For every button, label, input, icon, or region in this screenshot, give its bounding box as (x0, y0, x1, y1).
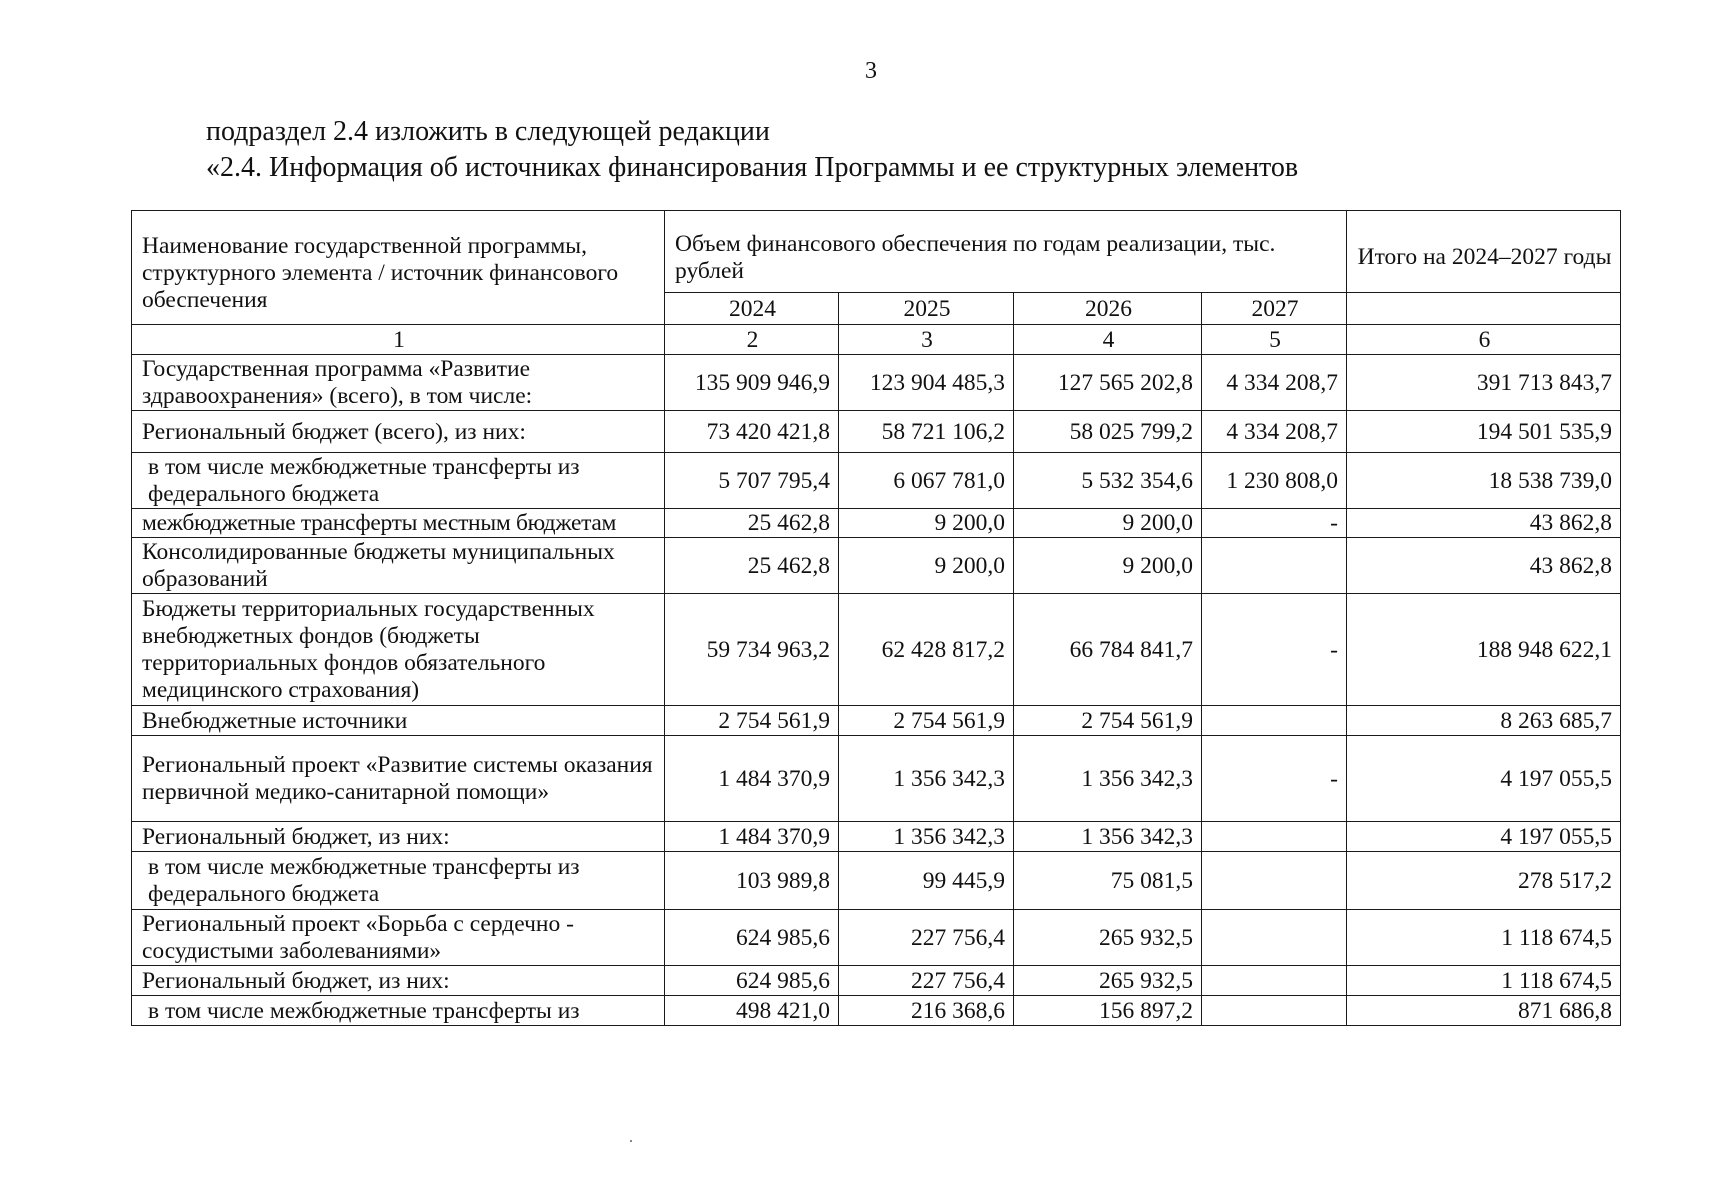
cell-2024: 1 484 370,9 (665, 822, 839, 852)
header-year-2027: 2027 (1202, 293, 1347, 325)
col-number: 3 (839, 325, 1014, 355)
row-name: в том числе межбюджетные трансферты из (132, 996, 665, 1026)
table-row (132, 852, 1621, 910)
row-name: Консолидированные бюджеты муниципальных образований (132, 538, 665, 594)
cell-2026: 75 081,5 (1014, 852, 1202, 910)
cell-2025: 1 356 342,3 (839, 736, 1014, 822)
table-row (132, 538, 1621, 594)
cell-total: 43 862,8 (1347, 509, 1621, 538)
table-row (132, 509, 1621, 538)
cell-2027 (1202, 852, 1347, 910)
cell-2026: 156 897,2 (1014, 996, 1202, 1026)
table-row (132, 910, 1621, 966)
cell-2025: 227 756,4 (839, 910, 1014, 966)
row-name: Внебюджетные источники (132, 706, 665, 736)
cell-2026: 5 532 354,6 (1014, 453, 1202, 509)
cell-2026: 265 932,5 (1014, 966, 1202, 996)
cell-2026: 127 565 202,8 (1014, 355, 1202, 411)
cell-2024: 135 909 946,9 (665, 355, 839, 411)
col-number: 2 (665, 325, 839, 355)
col-number: 5 (1202, 325, 1347, 355)
table-row (132, 966, 1621, 996)
cell-2025: 2 754 561,9 (839, 706, 1014, 736)
cell-2025: 123 904 485,3 (839, 355, 1014, 411)
cell-2024: 25 462,8 (665, 538, 839, 594)
cell-total: 194 501 535,9 (1347, 411, 1621, 453)
cell-2025: 58 721 106,2 (839, 411, 1014, 453)
cell-total: 8 263 685,7 (1347, 706, 1621, 736)
header-year-2024: 2024 (665, 293, 839, 325)
cell-total: 43 862,8 (1347, 538, 1621, 594)
cell-2024: 624 985,6 (665, 910, 839, 966)
cell-2025: 227 756,4 (839, 966, 1014, 996)
col-number: 6 (1347, 325, 1621, 355)
cell-2025: 99 445,9 (839, 852, 1014, 910)
cell-2024: 59 734 963,2 (665, 594, 839, 706)
cell-2026: 9 200,0 (1014, 509, 1202, 538)
table-row (132, 411, 1621, 453)
table-row (132, 996, 1621, 1026)
cell-2025: 62 428 817,2 (839, 594, 1014, 706)
cell-total: 278 517,2 (1347, 852, 1621, 910)
cell-2027 (1202, 996, 1347, 1026)
cell-2026: 1 356 342,3 (1014, 822, 1202, 852)
cell-2026: 1 356 342,3 (1014, 736, 1202, 822)
scan-speck (630, 1140, 632, 1142)
table-row (132, 594, 1621, 706)
cell-2027: 4 334 208,7 (1202, 355, 1347, 411)
row-name: Региональный бюджет, из них: (132, 966, 665, 996)
header-total-cell: Итого на 2024–2027 годы (1347, 211, 1621, 293)
cell-2027: - (1202, 509, 1347, 538)
intro-text (206, 114, 1298, 186)
cell-2024: 1 484 370,9 (665, 736, 839, 822)
cell-2027 (1202, 966, 1347, 996)
financing-table (131, 210, 1621, 1026)
row-name: межбюджетные трансферты местным бюджетам (132, 509, 665, 538)
cell-2026: 58 025 799,2 (1014, 411, 1202, 453)
cell-2024: 5 707 795,4 (665, 453, 839, 509)
cell-2027 (1202, 822, 1347, 852)
cell-2024: 73 420 421,8 (665, 411, 839, 453)
cell-2026: 265 932,5 (1014, 910, 1202, 966)
cell-2025: 6 067 781,0 (839, 453, 1014, 509)
header-year-2026: 2026 (1014, 293, 1202, 325)
intro-line-1: подраздел 2.4 изложить в следующей редакции (206, 116, 770, 147)
cell-total: 391 713 843,7 (1347, 355, 1621, 411)
col-number: 4 (1014, 325, 1202, 355)
cell-total: 188 948 622,1 (1347, 594, 1621, 706)
table-row (132, 706, 1621, 736)
header-name-cell: Наименование государственной программы, структурного элемента / источник финансового обеспечения (132, 211, 665, 325)
row-name: Региональный бюджет, из них: (132, 822, 665, 852)
row-name: Региональный бюджет (всего), из них: (132, 411, 665, 453)
cell-2026: 2 754 561,9 (1014, 706, 1202, 736)
cell-total: 1 118 674,5 (1347, 966, 1621, 996)
cell-total: 4 197 055,5 (1347, 736, 1621, 822)
row-name: Бюджеты территориальных государственных внебюджетных фондов (бюджеты территориальных фондов обязательного медицинского страхования) (132, 594, 665, 706)
row-name: в том числе межбюджетные трансферты из федерального бюджета (132, 852, 665, 910)
header-year-2025: 2025 (839, 293, 1014, 325)
table-row (132, 355, 1621, 411)
table-row (132, 736, 1621, 822)
cell-total: 1 118 674,5 (1347, 910, 1621, 966)
cell-2025: 1 356 342,3 (839, 822, 1014, 852)
cell-2027: 1 230 808,0 (1202, 453, 1347, 509)
table-row (132, 822, 1621, 852)
row-name: Региональный проект «Развитие системы оказания первичной медико-санитарной помощи» (132, 736, 665, 822)
row-name: Государственная программа «Развитие здравоохранения» (всего), в том числе: (132, 355, 665, 411)
cell-2027: - (1202, 594, 1347, 706)
cell-2026: 9 200,0 (1014, 538, 1202, 594)
cell-2024: 624 985,6 (665, 966, 839, 996)
cell-2027 (1202, 910, 1347, 966)
cell-2024: 2 754 561,9 (665, 706, 839, 736)
cell-2024: 25 462,8 (665, 509, 839, 538)
cell-total: 18 538 739,0 (1347, 453, 1621, 509)
row-name: Региональный проект «Борьба с сердечно - сосудистыми заболеваниями» (132, 910, 665, 966)
cell-2027: 4 334 208,7 (1202, 411, 1347, 453)
cell-2025: 216 368,6 (839, 996, 1014, 1026)
header-volume-cell: Объем финансового обеспечения по годам реализации, тыс. рублей (665, 211, 1347, 293)
cell-2024: 498 421,0 (665, 996, 839, 1026)
cell-2026: 66 784 841,7 (1014, 594, 1202, 706)
cell-2027 (1202, 706, 1347, 736)
page-number: 3 (865, 58, 877, 84)
cell-2025: 9 200,0 (839, 538, 1014, 594)
cell-2027 (1202, 538, 1347, 594)
table-row (132, 453, 1621, 509)
row-name: в том числе межбюджетные трансферты из федерального бюджета (132, 453, 665, 509)
cell-2027: - (1202, 736, 1347, 822)
cell-total: 4 197 055,5 (1347, 822, 1621, 852)
cell-total: 871 686,8 (1347, 996, 1621, 1026)
intro-line-2: «2.4. Информация об источниках финансирования Программы и ее структурных элементов (206, 152, 1299, 183)
header-total-blank (1347, 293, 1621, 325)
col-number: 1 (132, 325, 665, 355)
cell-2025: 9 200,0 (839, 509, 1014, 538)
cell-2024: 103 989,8 (665, 852, 839, 910)
